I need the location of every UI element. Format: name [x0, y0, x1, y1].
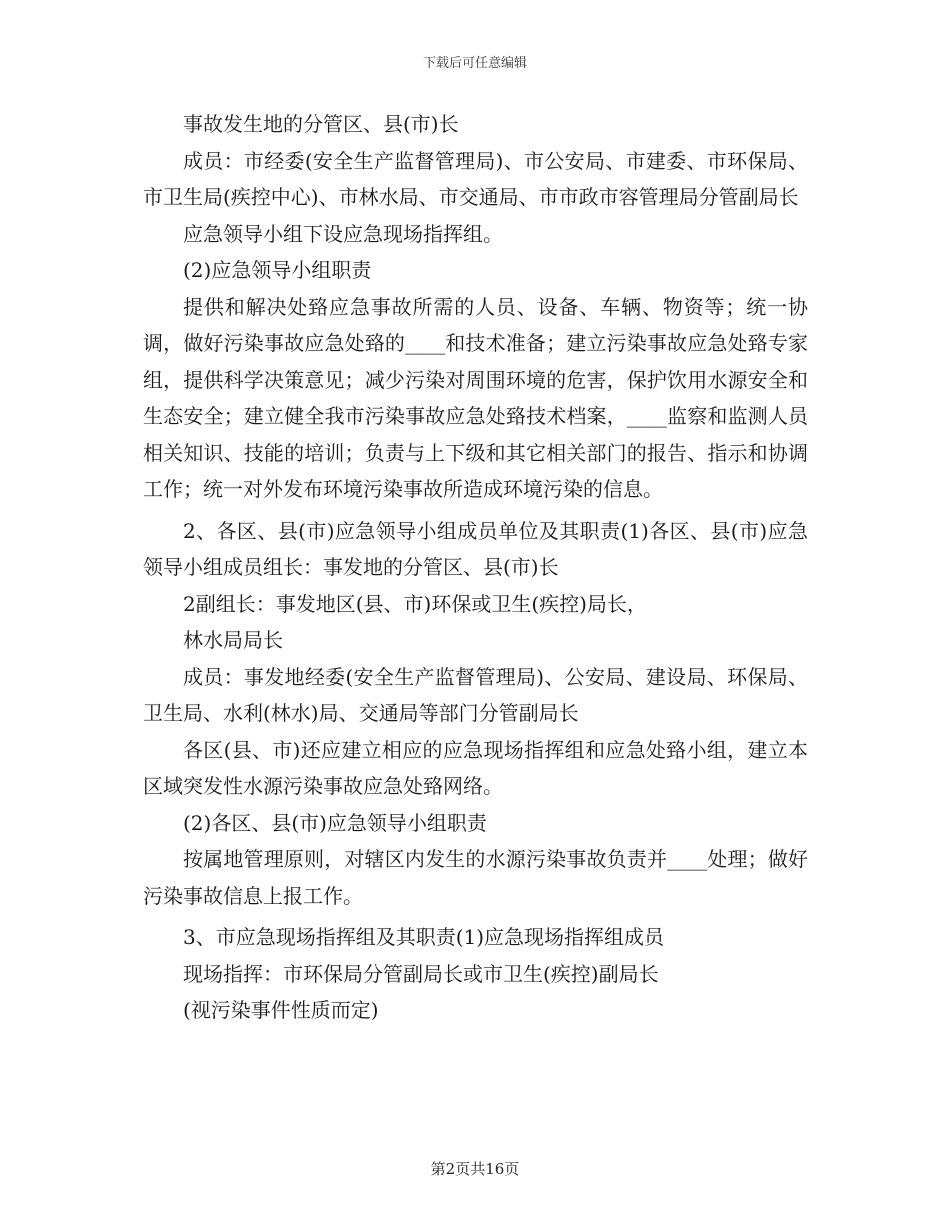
page-footer: 第2页共16页 — [430, 1160, 520, 1178]
paragraph: 提供和解决处臵应急事故所需的人员、设备、车辆、物资等；统一协调，做好污染事故应急处臵的____和技术准备；建立污染事故应急处臵专家组，提供科学决策意见；减少污染对周围环境的危害，保护饮用水源安全和生态安全；建立健全我市污染事故应急处臵技术档案，____监察和监测人员相关知识、技能的培训；负责与上下级和其它相关部门的报告、指示和协调工作；统一对外发布环境污染事故所造成环境污染的信息。 — [143, 294, 808, 501]
paragraph: 各区(县、市)还应建立相应的应急现场指挥组和应急处臵小组，建立本区域突发性水源污染事故应急处臵网络。 — [143, 737, 808, 798]
section-heading: (2)各区、县(市)应急领导小组职责 — [183, 810, 487, 835]
paragraph: 成员：事发地经委(安全生产监督管理局)、公安局、建设局、环保局、卫生局、水利(林水)局、交通局等部门分管副局长 — [143, 664, 808, 725]
paragraph: 事故发生地的分管区、县(市)长 — [183, 112, 459, 136]
paragraph: 应急领导小组下设应急现场指挥组。 — [183, 221, 503, 246]
section-heading: 2、各区、县(市)应急领导小组成员单位及其职责(1)各区、县(市)应急领导小组成员组长：事发地的分管区、县(市)长 — [143, 518, 808, 579]
paragraph: 林水局局长 — [183, 628, 283, 652]
section-heading: 3、市应急现场指挥组及其职责(1)应急现场指挥组成员 — [183, 925, 665, 949]
page-header: 下载后可任意编辑 — [422, 56, 527, 71]
section-heading: (2)应急领导小组职责 — [183, 258, 372, 282]
document-body — [143, 106, 808, 1029]
paragraph: 2副组长：事发地区(县、市)环保或卫生(疾控)局长， — [183, 591, 647, 616]
paragraph: 成员：市经委(安全生产监督管理局)、市公安局、市建委、市环保局、市卫生局(疾控中心)、市林水局、市交通局、市市政市容管理局分管副局长 — [143, 148, 808, 209]
paragraph: (视污染事件性质而定) — [183, 998, 379, 1022]
paragraph: 按属地管理原则，对辖区内发生的水源污染事故负责并____处理；做好污染事故信息上报工作。 — [143, 847, 808, 908]
paragraph: 现场指挥：市环保局分管副局长或市卫生(疾控)副局长 — [183, 961, 659, 986]
